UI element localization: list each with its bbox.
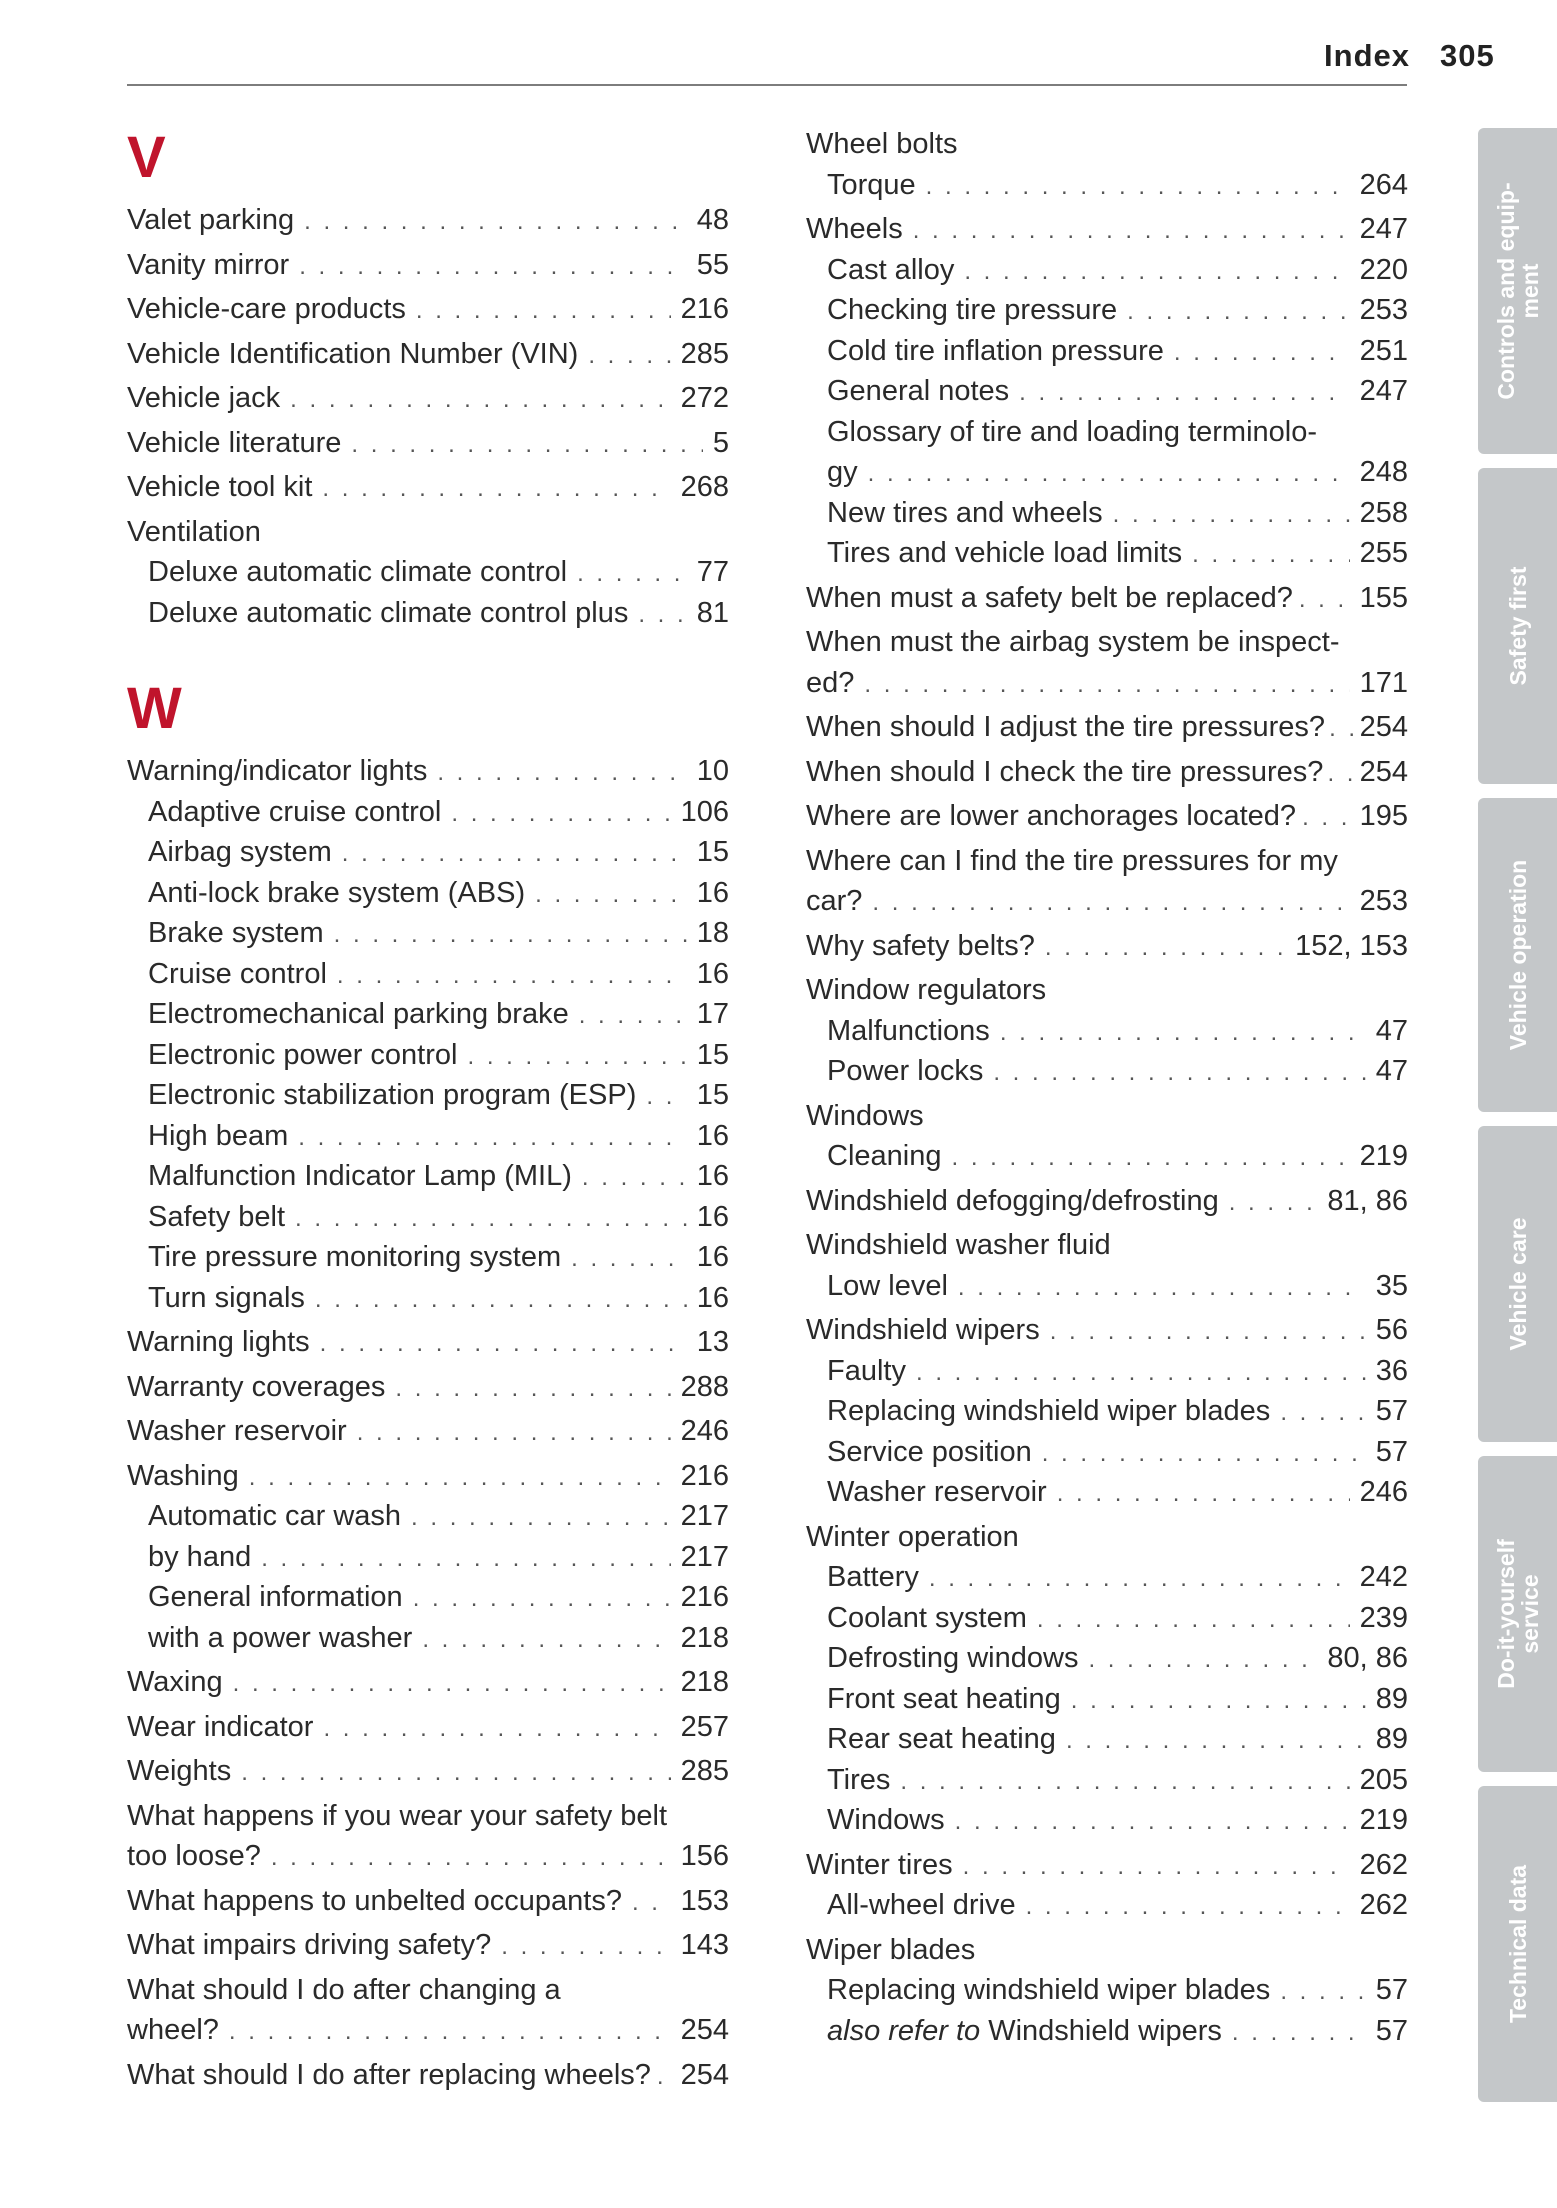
- page-ref: 217: [680, 1500, 729, 1532]
- index-entry: Windshield washer fluid: [806, 1229, 1111, 1261]
- page-ref: 106: [680, 795, 729, 828]
- index-subentry: Checking tire pressure . . . 253: [806, 290, 1408, 331]
- page-ref: 254: [680, 2058, 729, 2091]
- index-entry: Window regulators: [806, 974, 1047, 1006]
- letter-heading-v: V: [127, 125, 166, 190]
- index-entry: Vehicle Identification Number (VIN) . . . 285: [127, 334, 729, 375]
- page-ref: 16: [696, 876, 729, 909]
- page-ref: 258: [1359, 496, 1408, 529]
- page-ref: 216: [680, 293, 729, 325]
- page-ref: 47: [1375, 1014, 1408, 1047]
- chapter-tab-label: Technical data: [1504, 1864, 1531, 2024]
- index-entry: Valet parking . . . 48: [127, 200, 729, 241]
- page-ref: 272: [680, 382, 729, 414]
- page-ref: 16: [696, 1281, 729, 1314]
- page-ref: 205: [1359, 1763, 1408, 1796]
- index-subentry: by hand . . . 217: [127, 1537, 729, 1578]
- chapter-tab-label: Controls and equip-ment: [1492, 182, 1543, 400]
- index-subentry: Front seat heating . . . 89: [806, 1679, 1408, 1720]
- page-ref: 17: [696, 998, 729, 1030]
- index-entry-continued: too loose? . . . 156: [127, 1836, 729, 1877]
- chapter-tab-label: Vehicle operation: [1504, 859, 1531, 1051]
- page-ref: 5: [712, 426, 729, 459]
- index-subentry: General notes . . . 247: [806, 371, 1408, 412]
- chapter-tab-label: Do-it-yourself service: [1492, 1539, 1543, 1689]
- index-subentry: Brake system . . . 18: [127, 913, 729, 954]
- index-entry: Why safety belts? . . . 152, 153: [806, 926, 1408, 967]
- page-ref: 156: [680, 1840, 729, 1872]
- page-ref: 253: [1359, 885, 1408, 917]
- index-entry: Where are lower anchorages located? . . . 195: [806, 796, 1408, 837]
- index-subentry: Washer reservoir . . . 246: [806, 1472, 1408, 1513]
- index-column-left: [127, 118, 729, 2095]
- page-ref: 89: [1375, 1723, 1408, 1755]
- cross-ref-prefix: also refer to: [827, 2014, 981, 2047]
- page-ref: 220: [1359, 253, 1408, 286]
- page-ref: 285: [680, 1755, 729, 1787]
- page-ref: 15: [696, 1038, 729, 1071]
- index-entry: What should I do after changing a: [127, 1973, 561, 2006]
- section-title: Index: [1324, 38, 1410, 73]
- page-ref: 143: [680, 1929, 729, 1961]
- page-ref: 246: [1359, 1476, 1408, 1508]
- page-ref: 57: [1375, 1395, 1408, 1427]
- page-ref: 16: [696, 957, 729, 990]
- index-entry: Ventilation: [127, 515, 261, 548]
- index-subentry: Coolant system . . . 239: [806, 1598, 1408, 1639]
- chapter-tab-operation[interactable]: [1478, 798, 1557, 1112]
- chapter-tab-care[interactable]: [1478, 1126, 1557, 1442]
- index-entry-continued: wheel? . . . 254: [127, 2010, 729, 2051]
- index-entry: Washer reservoir . . . 246: [127, 1411, 729, 1452]
- index-subentry: Low level . . . 35: [806, 1266, 1408, 1307]
- page-ref: 247: [1359, 213, 1408, 245]
- index-subentry: Battery . . . 242: [806, 1557, 1408, 1598]
- page-ref: 152, 153: [1295, 929, 1408, 962]
- chapter-tab-technical[interactable]: [1478, 1786, 1557, 2102]
- page-ref: 253: [1359, 294, 1408, 326]
- index-subentry: Electronic stabilization program (ESP) . . . 15: [127, 1075, 729, 1116]
- index-entry: Vehicle literature . . . 5: [127, 423, 729, 464]
- index-subentry: Replacing windshield wiper blades . . . 57: [806, 1970, 1408, 2011]
- page-ref: 15: [696, 836, 729, 868]
- index-subentry: with a power washer . . . 218: [127, 1618, 729, 1659]
- page-ref: 57: [1375, 2014, 1408, 2047]
- index-subentry: Glossary of tire and loading terminolo-: [827, 415, 1318, 448]
- index-cross-reference: also refer to Windshield wipers . . . 57: [806, 2011, 1408, 2052]
- page-ref: 219: [1359, 1804, 1408, 1836]
- page-ref: 16: [696, 1241, 729, 1273]
- index-subentry: General information . . . 216: [127, 1577, 729, 1618]
- page-ref: 81, 86: [1327, 1184, 1408, 1217]
- index-subentry: Cold tire inflation pressure . . . 251: [806, 331, 1408, 372]
- page-ref: 264: [1359, 168, 1408, 201]
- index-subentry: Deluxe automatic climate control plus . . . 81: [127, 593, 729, 634]
- index-subentry: Cruise control . . . 16: [127, 954, 729, 995]
- index-subentry: Tire pressure monitoring system . . . 16: [127, 1237, 729, 1278]
- page-ref: 47: [1375, 1055, 1408, 1087]
- index-entry: When should I check the tire pressures? . . . 254: [806, 752, 1408, 793]
- page-ref: 155: [1359, 581, 1408, 614]
- index-entry: Windows: [806, 1099, 924, 1132]
- page-ref: 56: [1375, 1314, 1408, 1346]
- index-subentry: Cleaning . . . 219: [806, 1136, 1408, 1177]
- page-ref: 16: [696, 1200, 729, 1233]
- index-subentry: Turn signals . . . 16: [127, 1278, 729, 1319]
- index-subentry: Malfunctions . . . 47: [806, 1011, 1408, 1052]
- page-ref: 262: [1359, 1848, 1408, 1881]
- page-ref: 268: [680, 471, 729, 503]
- page-ref: 36: [1375, 1354, 1408, 1387]
- index-entry: Vanity mirror . . . 55: [127, 245, 729, 286]
- page-ref: 16: [696, 1119, 729, 1152]
- index-entry: Vehicle-care products . . . 216: [127, 289, 729, 330]
- page-ref: 80, 86: [1327, 1642, 1408, 1674]
- page-ref: 247: [1359, 375, 1408, 407]
- index-entry: Where can I find the tire pressures for my: [806, 844, 1338, 877]
- page-ref: 81: [696, 596, 729, 629]
- page-ref: 57: [1375, 1435, 1408, 1468]
- index-subentry: Airbag system . . . 15: [127, 832, 729, 873]
- index-entry: When must the airbag system be inspect-: [806, 626, 1340, 658]
- page-ref: 254: [1359, 755, 1408, 788]
- index-entry: Wiper blades: [806, 1933, 976, 1966]
- page-ref: 16: [696, 1160, 729, 1192]
- index-subentry: Cast alloy . . . 220: [806, 250, 1408, 291]
- index-entry: What should I do after replacing wheels? . . . 254: [127, 2055, 729, 2096]
- index-entry: Wheel bolts: [806, 128, 958, 160]
- page-ref: 255: [1359, 537, 1408, 569]
- index-entry-continued: ed? . . . 171: [806, 663, 1408, 704]
- index-subentry: Deluxe automatic climate control . . . 77: [127, 552, 729, 593]
- index-subentry-continued: gy . . . 248: [806, 452, 1408, 493]
- page-ref: 242: [1359, 1561, 1408, 1593]
- index-entry-continued: car? . . . 253: [806, 881, 1408, 922]
- index-subentry: Tires and vehicle load limits . . . 255: [806, 533, 1408, 574]
- page-ref: 57: [1375, 1974, 1408, 2006]
- page-ref: 257: [680, 1710, 729, 1743]
- index-entry: Wheels . . . 247: [806, 209, 1408, 250]
- page-ref: 18: [696, 917, 729, 949]
- index-subentry: Service position . . . 57: [806, 1432, 1408, 1473]
- letter-heading-w: W: [127, 676, 182, 741]
- index-entry: Winter tires . . . 262: [806, 1845, 1408, 1886]
- index-entry: Windshield wipers . . . 56: [806, 1310, 1408, 1351]
- page-ref: 89: [1375, 1682, 1408, 1715]
- page-ref: 219: [1359, 1140, 1408, 1172]
- index-subentry: Power locks . . . 47: [806, 1051, 1408, 1092]
- page-ref: 48: [696, 204, 729, 236]
- page-ref: 15: [696, 1079, 729, 1111]
- index-subentry: High beam . . . 16: [127, 1116, 729, 1157]
- index-entry: Waxing . . . 218: [127, 1662, 729, 1703]
- index-subentry: Windows . . . 219: [806, 1800, 1408, 1841]
- index-subentry: New tires and wheels . . . 258: [806, 493, 1408, 534]
- index-entry: Vehicle jack . . . 272: [127, 378, 729, 419]
- index-entry: Winter operation: [806, 1520, 1019, 1553]
- page-ref: 246: [680, 1415, 729, 1447]
- index-subentry: Torque . . . 264: [806, 165, 1408, 206]
- chapter-tab-diy[interactable]: [1478, 1456, 1557, 1772]
- page-ref: 55: [696, 248, 729, 281]
- index-subentry: Safety belt . . . 16: [127, 1197, 729, 1238]
- page-ref: 288: [680, 1370, 729, 1403]
- page-number: 305: [1440, 38, 1495, 73]
- page-ref: 285: [680, 337, 729, 370]
- index-entry: Windshield defogging/defrosting . . . 81, 86: [806, 1181, 1408, 1222]
- index-column-right: [806, 124, 1408, 2051]
- page-ref: 254: [680, 2014, 729, 2046]
- index-entry: Wear indicator . . . 257: [127, 1707, 729, 1748]
- index-subentry: Replacing windshield wiper blades . . . 57: [806, 1391, 1408, 1432]
- chapter-tab-controls[interactable]: [1478, 128, 1557, 454]
- header-divider: [127, 84, 1407, 86]
- index-subentry: Electronic power control . . . 15: [127, 1035, 729, 1076]
- page-ref: 171: [1359, 666, 1408, 699]
- index-entry: What impairs driving safety? . . . 143: [127, 1925, 729, 1966]
- index-subentry: Faulty . . . 36: [806, 1351, 1408, 1392]
- page-ref: 195: [1359, 800, 1408, 832]
- index-entry: Warning lights . . . 13: [127, 1322, 729, 1363]
- page-ref: 216: [680, 1459, 729, 1492]
- page-ref: 218: [680, 1666, 729, 1698]
- index-subentry: Automatic car wash . . . 217: [127, 1496, 729, 1537]
- page-ref: 35: [1375, 1269, 1408, 1302]
- page-ref: 153: [680, 1884, 729, 1917]
- page-ref: 254: [1359, 711, 1408, 743]
- page-ref: 10: [696, 755, 729, 787]
- index-subentry: Malfunction Indicator Lamp (MIL) . . . 16: [127, 1156, 729, 1197]
- index-entry: Vehicle tool kit . . . 268: [127, 467, 729, 508]
- index-subentry: Electromechanical parking brake . . . 17: [127, 994, 729, 1035]
- page-ref: 262: [1359, 1889, 1408, 1921]
- index-subentry: All-wheel drive . . . 262: [806, 1885, 1408, 1926]
- index-subentry: Tires . . . 205: [806, 1760, 1408, 1801]
- index-entry: Weights . . . 285: [127, 1751, 729, 1792]
- page-ref: 218: [680, 1621, 729, 1654]
- chapter-tab-label: Vehicle care: [1504, 1217, 1531, 1351]
- index-subentry: Adaptive cruise control . . . 106: [127, 792, 729, 833]
- index-entry: Warning/indicator lights . . . 10: [127, 751, 729, 792]
- index-entry: When should I adjust the tire pressures? . . . 254: [806, 707, 1408, 748]
- index-entry: Washing . . . 216: [127, 1456, 729, 1497]
- index-entry: When must a safety belt be replaced? . . . 155: [806, 578, 1408, 619]
- index-subentry: Rear seat heating . . . 89: [806, 1719, 1408, 1760]
- page-ref: 248: [1359, 456, 1408, 488]
- index-subentry: Defrosting windows . . . 80, 86: [806, 1638, 1408, 1679]
- page-ref: 251: [1359, 334, 1408, 367]
- chapter-tab-safety[interactable]: [1478, 468, 1557, 784]
- page-ref: 13: [696, 1326, 729, 1358]
- page-ref: 217: [680, 1540, 729, 1573]
- page-ref: 239: [1359, 1601, 1408, 1634]
- index-subentry: Anti-lock brake system (ABS) . . . 16: [127, 873, 729, 914]
- index-entry: Warranty coverages . . . 288: [127, 1367, 729, 1408]
- index-entry: What happens if you wear your safety belt: [127, 1799, 668, 1832]
- chapter-tab-label: Safety first: [1504, 566, 1531, 686]
- index-entry: What happens to unbelted occupants? . . . 153: [127, 1881, 729, 1922]
- page-ref: 77: [696, 556, 729, 588]
- page-ref: 216: [680, 1581, 729, 1613]
